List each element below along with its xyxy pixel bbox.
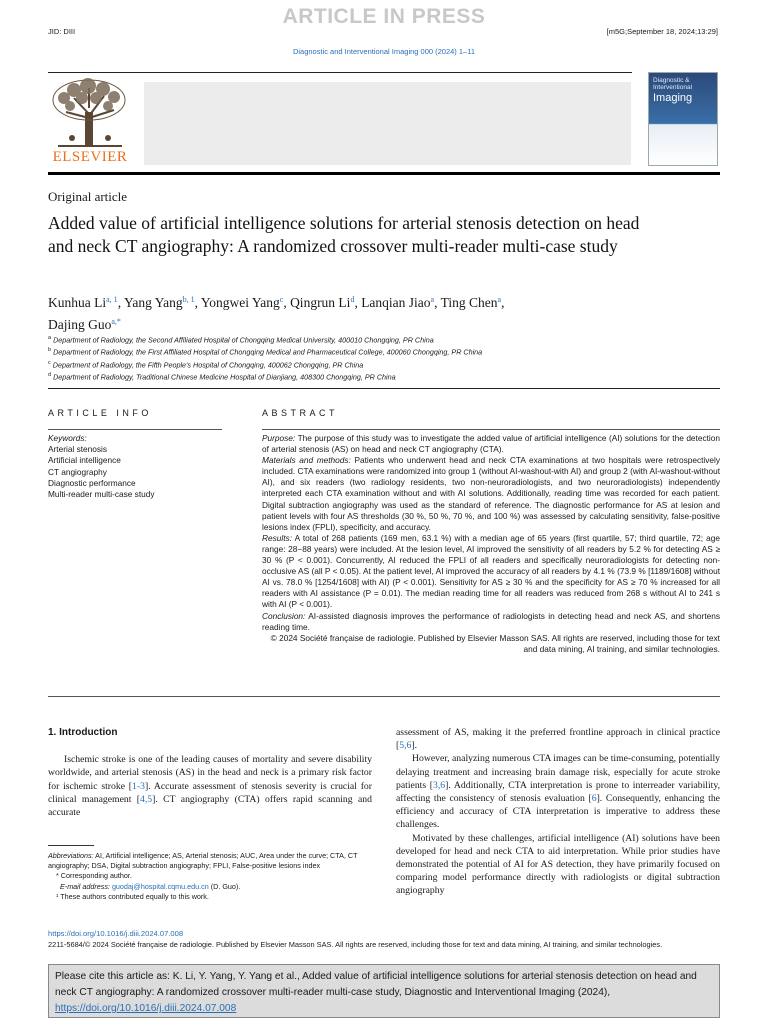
- citation-link[interactable]: 1-3: [132, 780, 145, 792]
- article-info-rule: [48, 429, 222, 430]
- keywords-block: [48, 433, 222, 500]
- citation-link[interactable]: 6: [591, 793, 597, 805]
- affiliation: $^d$ Department of Radiology, Traditional Chinese Medicine Hospital of Dianjiang, 408300 Chongqing, PR China: [48, 372, 396, 382]
- abstract-purpose: Purpose: The purpose of this study was to investigate the added value of artificial intelligence (AI) solutions for the detection of arterial stenosis (AS) on head and neck CT angiography (CTA).: [262, 433, 720, 455]
- affiliation-list: [48, 333, 688, 383]
- header-rule: [48, 72, 632, 73]
- abstract-results: Results: A total of 268 patients (169 men, 63.1 %) with a median age of 65 years (first quartile, 57; third quartile, 72; age range: 28−88 years) were included. At the lesion level, AI improved the sensitivity of all readers by 5.2 % for detecting AS ≥ 30 % (P < 0.001). Concurrently, AI reduced the FPLI of all readers and specifically neuroradiologists for detecting non-occlusive AS (all P < 0.05). At the patient level, AI improved the accuracy of all readers by 4.1 % (73.9 % [1189/1608] without AI vs. 78.0 % [1254/1608] with AI) (P < 0.001). Sensitivity for AS ≥ 30 % and the specificity for AS ≥ 70 % increased for all readers with AI assistance (P = 0.01). The median reading time for all readers was reduced from 268 s without AI to 241 s with AI (P < 0.001).: [262, 532, 720, 610]
- keyword: Arterial stenosis: [48, 444, 108, 455]
- author-list: Kunhua Li$^{a, 1}$, Yang Yang$^{b, 1}$, Yongwei Yang$^c$, Qingrun Li$^d$, Lanqian Jiao$^a$, Ting Chen$^a$, Dajing Guo$^{a,*}$: [48, 295, 505, 332]
- body-left-column: [48, 726, 372, 819]
- jid-label: JID: DIII: [48, 27, 76, 36]
- email-footnote: E-mail address: guodaj@hospital.cqmu.edu.cn (D. Guo).: [60, 881, 241, 891]
- abstract-bottom-rule: [48, 696, 720, 697]
- keyword: CT angiography: [48, 466, 107, 477]
- body-right-column: [396, 726, 720, 898]
- citation-link[interactable]: 4,5: [140, 793, 153, 805]
- abstract-body: [262, 433, 720, 655]
- abstract-rule: [262, 429, 720, 430]
- article-title: Added value of artificial intelligence solutions for arterial stenosis detection on head and neck CT angiography: A randomized crossover multi-reader multi-case study: [48, 213, 640, 256]
- title-top-rule: [48, 172, 720, 175]
- citation-box: [48, 964, 720, 1018]
- abstract-methods: Materials and methods: Patients who underwent head and neck CTA examinations at two hospitals were retrospectively included. CTA examinations were randomized into group 1 (without AI-washout-with AI) and group 2 (with AI-washout-without AI), and six readers (two radiology residents, two non-neuroradiologists, and two neuroradiologists) independently interpreted each CTA examination without and with AI solutions. Additionally, reading time was recorded for each patient. Digital subtraction angiography was used as the standard of reference. The diagnostic performance for AS at lesion and patient levels with four AS thresholds (30 %, 50 %, 70 %, and 100 %) was assessed by calculating sensitivity, false-positive lesions index (FPLI), specificity, and accuracy.: [262, 455, 720, 532]
- article-type: Original article: [48, 189, 128, 204]
- elsevier-tree-icon: [48, 78, 132, 150]
- affiliation-bottom-rule: [48, 388, 720, 389]
- author[interactable]: Yang Yang$^{b, 1}$: [123, 295, 195, 310]
- article-in-press-banner: ARTICLE IN PRESS: [282, 5, 486, 28]
- email-link[interactable]: guodaj@hospital.cqmu.edu.cn: [111, 881, 209, 891]
- abstract-heading: ABSTRACT: [262, 408, 339, 418]
- citation-text: Please cite this article as: K. Li, Y. Yang, Y. Yang et al., Added value of artificial intelligence solutions for arterial stenosis detection on head and neck CT angiography: A randomized crossover multi-reader multi-case study, Diagnostic and Interventional Imaging (2024),: [55, 971, 697, 998]
- abbreviations-footnote: Abbreviations: AI, Artificial intelligence; AS, Arterial stenosis; AUC, Area under the curve; CTA, CT angiography; DSA, Digital subtraction angiography; FPLI, False-positive lesions index: [48, 851, 358, 871]
- doi-link[interactable]: https://doi.org/10.1016/j.diii.2024.07.008: [48, 929, 184, 938]
- keyword: Artificial intelligence: [48, 455, 121, 466]
- article-info-heading: ARTICLE INFO: [48, 408, 152, 418]
- journal-link[interactable]: Diagnostic and Interventional Imaging 000 (2024) 1–11: [292, 47, 476, 56]
- equal-contribution-footnote: ¹ These authors contributed equally to this work.: [56, 891, 209, 901]
- section-heading-introduction: 1. Introduction: [48, 727, 118, 738]
- paragraph: Ischemic stroke is one of the leading causes of mortality and severe disability worldwide, and arterial stenosis (AS) in the head and neck is a primary risk factor for ischemic stroke [1-3]. Accurate assessment of stenosis severity is crucial for clinical management [4,5]. CT angiography (CTA) offers rapid scanning and accurate: [48, 754, 372, 819]
- affiliation: $^b$ Department of Radiology, the First Affiliated Hospital of Chongqing Medical and Pharmaceutical College, 400060 Chongqing, PR China: [48, 347, 483, 357]
- elsevier-logo[interactable]: [48, 78, 132, 168]
- cover-title-line1: Diagnostic & Interventional: [653, 77, 693, 91]
- journal-header-panel: [144, 82, 631, 165]
- author[interactable]: Qingrun Li$^d$: [290, 295, 355, 310]
- affiliation: $^a$ Department of Radiology, the Second Affiliated Hospital of Chongqing Medical University, 400010 Chongqing, PR China: [48, 335, 434, 345]
- keyword: Multi-reader multi-case study: [48, 489, 155, 500]
- author[interactable]: Yongwei Yang$^c$: [200, 295, 284, 310]
- abstract-conclusion: Conclusion: AI-assisted diagnosis improves the performance of radiologists in detecting head and neck AS, and shortens reading time.: [262, 610, 720, 632]
- author[interactable]: Ting Chen$^a$: [440, 295, 502, 310]
- elsevier-wordmark: ELSEVIER: [52, 149, 128, 165]
- paragraph: Motivated by these challenges, artificial intelligence (AI) solutions have been developed for head and neck CTA to aid interpretation. While prior studies have demonstrated the potential of AI for AS detection, they have primarily focused on comparing model performance directly with radiologists or digital subtraction angiography: [396, 832, 720, 897]
- footnote-rule: [48, 845, 94, 846]
- citation-link[interactable]: 5,6: [399, 740, 412, 752]
- author[interactable]: Kunhua Li$^{a, 1}$: [48, 295, 118, 310]
- author[interactable]: Dajing Guo$^{a,*}$: [48, 317, 121, 332]
- cover-title-line2: Imaging: [653, 92, 693, 104]
- timestamp-label: [m5G;September 18, 2024;13:29]: [606, 27, 718, 36]
- author[interactable]: Lanqian Jiao$^a$: [361, 295, 435, 310]
- journal-cover-thumbnail[interactable]: [648, 72, 718, 166]
- issn-copyright: 2211-5684/© 2024 Société française de radiologie. Published by Elsevier Masson SAS. All rights are reserved, including those for text and data mining, AI training, and similar technologies.: [48, 940, 663, 949]
- keywords-label: Keywords:: [48, 433, 87, 443]
- corresponding-footnote: * Corresponding author.: [56, 871, 132, 881]
- paragraph: assessment of AS, making it the preferred frontline approach in clinical practice [5,6].: [396, 727, 720, 752]
- abstract-copyright: © 2024 Société française de radiologie. Published by Elsevier Masson SAS. All rights are reserved, including those for text and data mining, AI training, and similar technologies.: [270, 632, 720, 654]
- affiliation: $^c$ Department of Radiology, the Fifth People's Hospital of Chongqing, 400062 Chongqing, PR China: [48, 359, 364, 370]
- citation-link[interactable]: 3,6: [433, 779, 446, 791]
- footnotes: [48, 851, 372, 902]
- keyword: Diagnostic performance: [48, 477, 136, 488]
- paragraph: However, analyzing numerous CTA images can be time-consuming, potentially delaying treatment and increasing brain damage risk, especially for acute stroke patients [3,6]. Additionally, CTA interpretation is prone to interreader variability, affecting the consistency of stenosis evaluation [6]. Consequently, enhancing the efficiency and accuracy of CTA interpretation is imperative to address these challenges.: [396, 753, 721, 831]
- citation-doi-link[interactable]: https://doi.org/10.1016/j.diii.2024.07.008: [55, 1003, 237, 1014]
